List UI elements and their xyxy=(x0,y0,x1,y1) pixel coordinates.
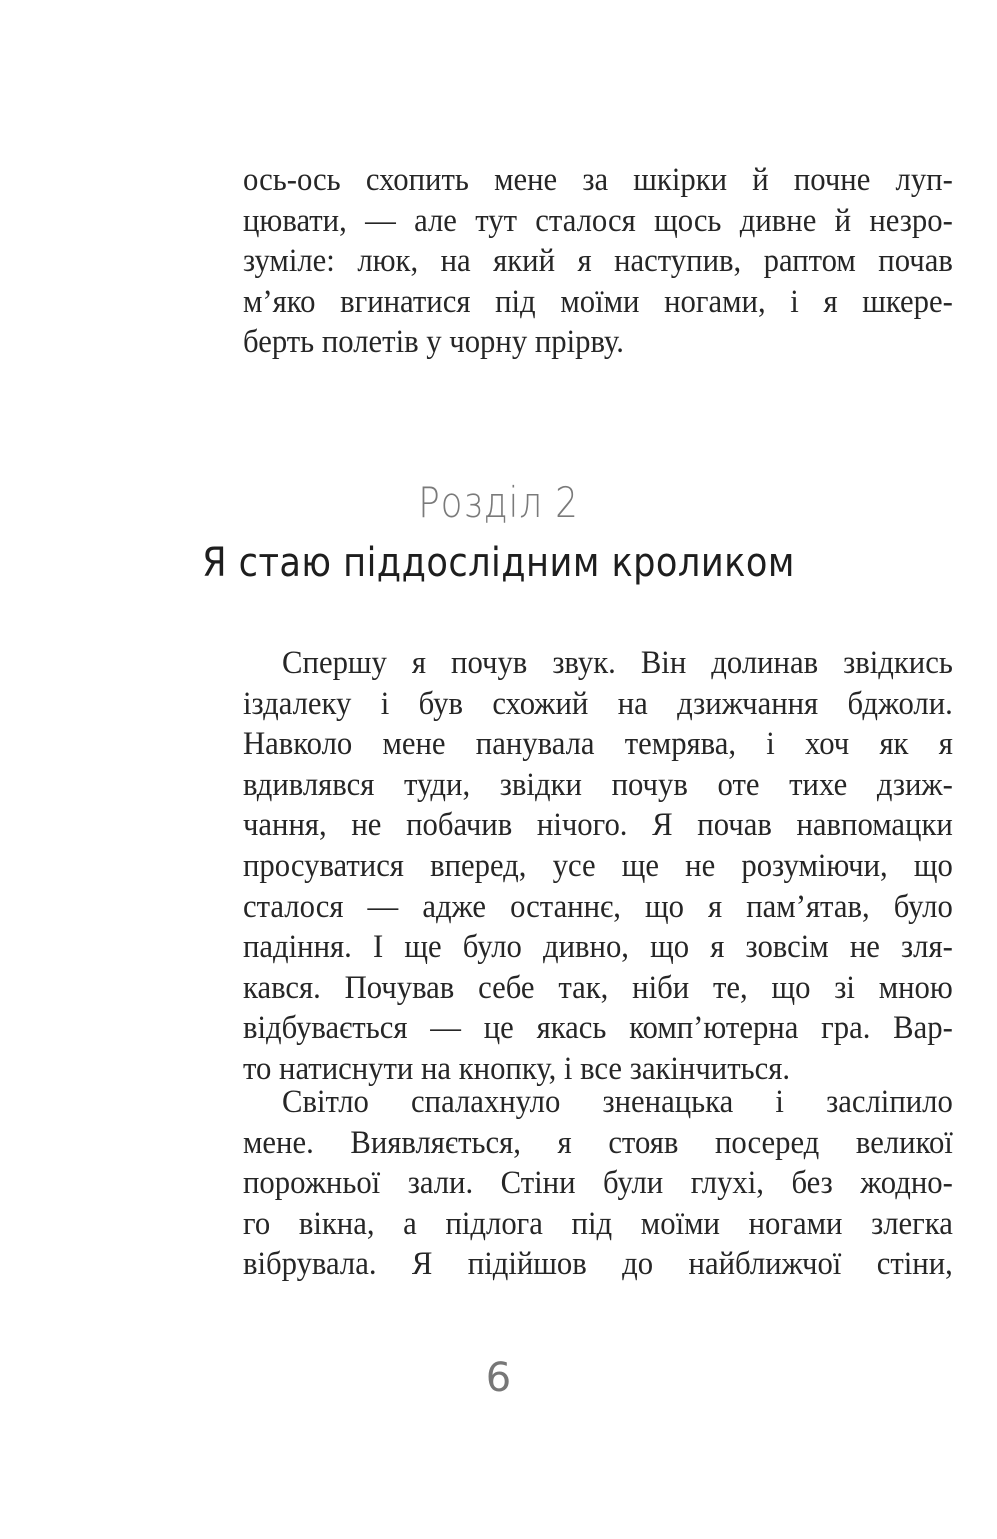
text-line: Світло спалахнуло зненацька і засліпило xyxy=(282,1084,953,1120)
text-line: кався. Почував себе так, ніби те, що зі мною xyxy=(243,969,953,1006)
paragraph-2 xyxy=(243,1082,953,1285)
text-line: іздалеку і був схожий на дзижчання бджоли. xyxy=(243,685,953,722)
text-line: зуміле: люк, на який я наступив, раптом почав xyxy=(243,243,953,280)
text-line: ось-ось схопить мене за шкірки й почне луп- xyxy=(243,162,953,198)
text-line: м’яко вгинатися під моїми ногами, і я шкере- xyxy=(243,283,953,320)
text-line: вібрувала. Я підійшов до найближчої стіни, xyxy=(243,1246,953,1283)
text-line: просуватися вперед, усе ще не розуміючи, що xyxy=(243,847,953,884)
paragraph-1 xyxy=(243,643,953,1090)
text-line: Спершу я почув звук. Він долинав звідкись xyxy=(282,645,953,681)
text-line: порожньої зали. Стіни були глухі, без жодно- xyxy=(243,1165,953,1202)
text-line: сталося — адже останнє, що я пам’ятав, було xyxy=(243,888,953,925)
chapter-title: Я стаю піддослідним кроликом xyxy=(202,540,795,586)
page-number: 6 xyxy=(485,1355,512,1401)
text-line: цювати, — але тут сталося щось дивне й незро- xyxy=(243,202,953,239)
text-line: Навколо мене панувала темрява, і хоч як я xyxy=(243,726,953,763)
text-line: то натиснути на кнопку, і все закінчиться. xyxy=(243,1050,791,1087)
text-line: відбувається — це якась комп’ютерна гра. Вар- xyxy=(243,1010,953,1047)
chapter-number: Розділ 2 xyxy=(418,478,579,527)
text-line: берть полетів у чорну прірву. xyxy=(243,324,624,361)
continuation-paragraph xyxy=(243,160,953,363)
text-line: чання, не побачив нічого. Я почав навпомацки xyxy=(243,807,953,844)
text-line: мене. Виявляється, я стояв посеред великої xyxy=(243,1124,953,1161)
text-line: падіння. І ще було дивно, що я зовсім не зля- xyxy=(243,929,953,966)
text-line: го вікна, а підлога під моїми ногами злегка xyxy=(243,1205,953,1242)
text-line: вдивлявся туди, звідки почув оте тихе дзиж- xyxy=(243,766,953,803)
